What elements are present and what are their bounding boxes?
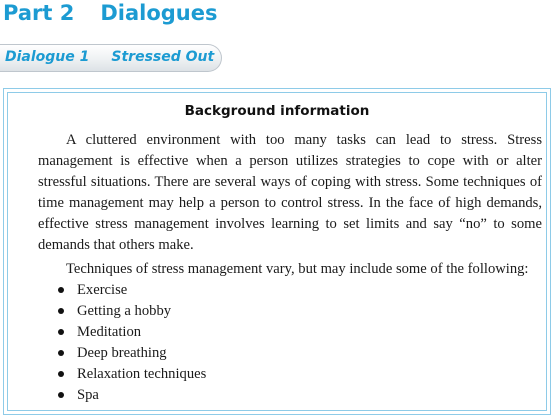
technique-label: Relaxation techniques [77,366,207,382]
list-item [58,322,206,343]
list-item [58,280,206,301]
bullet-icon [58,308,64,314]
bullet-icon [58,350,64,356]
list-item [58,343,206,364]
technique-label: Spa [77,387,99,403]
bullet-icon [58,371,64,377]
technique-label: Meditation [77,324,142,340]
bullet-icon [58,287,64,293]
dialogue-number: Dialogue 1 [5,49,90,65]
part-title [3,1,217,31]
technique-label: Deep breathing [77,345,167,361]
bullet-icon [58,392,64,398]
techniques-intro: Techniques of stress management vary, but may include some of the following: [66,261,529,277]
background-info-box [3,88,551,415]
dialogue-title: Stressed Out [111,49,215,65]
list-item [58,385,206,406]
background-heading: Background information [184,103,370,119]
part-heading: Dialogues [100,1,218,25]
background-paragraph: A cluttered environment with too many tasks can lead to stress. Stress management is effective when a person utilizes strategies to cope with or alter stressful situations. There are several ways of coping with stress. Some techniques of time management may help a person to control stress. In the face of high demands, effective stress management involves learning to set limits and say “no” to some demands that others make. [38,132,542,253]
bullet-icon [58,329,64,335]
background-info-inner [7,92,547,411]
technique-label: Exercise [77,282,128,298]
technique-label: Getting a hobby [77,303,172,319]
list-item [58,301,206,322]
list-item [58,364,206,385]
dialogue-banner [0,44,222,72]
part-number: Part 2 [3,1,75,25]
techniques-list [58,280,206,406]
